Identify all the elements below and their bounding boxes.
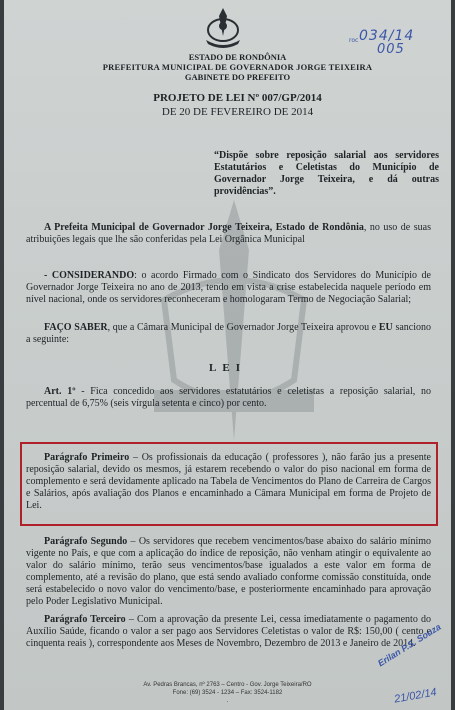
document-page [4,0,451,710]
paragraph-primeiro-text: – Os profissionais da educação ( professores ), não farão jus a presente reposição salarial, devido os mesmos, já estarem recebendo o valor do piso nacional em forma de complemento e será devidamente aplicado na Tabela de Vencimentos do Plano de Carreira de Cargos e Salários, após avaliação dos Planos e encaminhado a Câmara Municipal em forma de Projeto de Lei. [26,452,431,511]
article-1 [26,386,431,410]
paragraph-terceiro-lead: Parágrafo Terceiro [44,614,126,625]
article-1-lead: Art. 1º [44,386,76,397]
paragraph-terceiro-text: – Com a aprovação da presente Lei, cessa imediatamente o pagamento do Auxílio Saúde, ficando o valor a ser pago aos Servidores Celetistas o valor de R$: 150,00 ( cento e cinquenta reais ), correspondente aos Meses de Novembro, Dezembro de 2013 e Janeiro de 2014. [26,614,432,649]
footer-phone: Fone: (69) 3524 - 1234 – Fax: 3524-1182 [172,690,283,696]
paragraph-segundo-text: – Os servidores que recebem vencimentos/base abaixo do salário mínimo vigente no País, e que com a aplicação do índice de reposição, não venham atingir o equivalente ao valor do salário mínimo, terão seus vencimentos/base igualados a este valor em forma de complemento, até a revisão do plano, que está sendo avaliado conforme comissão constituída, onde será estabelecido o novo valor do vencimento/base, e posteriormente encaminhado para aprovação pelo Poder Legislativo Municipal. [26,536,432,607]
paragraph-primeiro-lead: Parágrafo Primeiro [44,452,130,463]
bill-number: PROJETO DE LEI Nº 007/GP/2014 [153,92,322,104]
faco-saber-lead: FAÇO SABER [44,322,108,333]
signature-date: 21/02/14 [393,686,438,706]
stamp-prefix: roc [349,37,359,44]
state-name: ESTADO DE RONDÔNIA [188,52,287,62]
paragraph-segundo [26,536,431,608]
bill-summary: “Dispõe sobre reposição salarial aos servidores Estatutários e Celetistas do Município de Governador Jorge Teixeira, e dá outras providências”. [214,150,439,197]
law-heading: LEI [209,362,246,374]
faco-saber-text: , que a Câmara Municipal de Governador Jorge Teixeira aprovou e [107,322,379,333]
crest-icon [200,6,246,50]
footer-address: Av. Pedras Brancas, nº 2763 – Centro - Gov. Jorge Teixeira/RO [143,682,312,688]
paragraph-faco-saber [26,322,431,346]
signer-name: Erilan P.S. Souza [376,621,443,669]
preamble-text: , no uso de suas atribuições legais que lhe são conferidas pela Lei Orgânica Municipal [26,222,431,245]
paragraph-terceiro [26,614,431,650]
paragraph-segundo-lead: Parágrafo Segundo [44,536,128,547]
prefeitura-name: PREFEITURA MUNICIPAL DE GOVERNADOR JORGE TEIXEIRA [102,62,373,72]
gabinete-name: GABINETE DO PREFEITO [184,72,291,82]
considerando-text: : o acordo Firmado com o Sindicato dos Servidores do Município de Governador Jorge Teixeira no ano de 2013, tendo em vista a crise estabelecida naquele período em nível nacional, onde os servidores reconheceram e homologaram Termo de Negociação Salarial; [26,270,431,305]
preamble-lead: A Prefeita Municipal de Governador Jorge Teixeira, Estado de Rondônia [44,222,364,233]
signature-stamp [374,621,451,710]
article-1-text: - Fica concedido aos servidores estatutários e celetistas a reposição salarial, no percentual de 6,75% (seis vírgula setenta e cinco) por cento. [26,386,431,409]
paragraph-preamble [26,222,431,246]
protocol-stamp [349,28,439,58]
stamp-number: 034/14 [359,28,415,44]
faco-saber-end: sanciono a seguinte: [26,322,432,345]
faco-saber-eu: EU [378,322,393,333]
stamp-page: 005 [377,42,405,57]
considerando-lead: - CONSIDERANDO [44,270,135,281]
footer-dot: . [226,698,229,704]
bill-date: DE 20 DE FEVEREIRO DE 2014 [161,106,314,118]
paragraph-primeiro [26,452,431,512]
paragraph-considerando [26,270,431,306]
